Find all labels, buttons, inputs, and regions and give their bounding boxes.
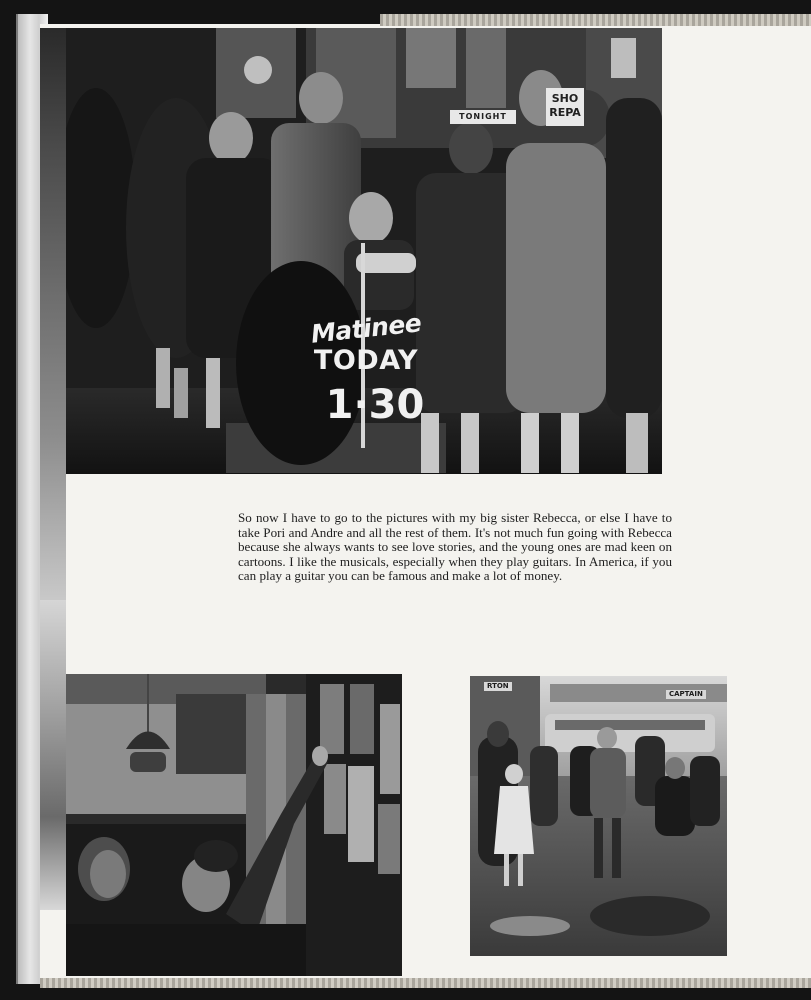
matinee-queue-photo	[66, 28, 662, 474]
facing-page-edge-lower	[40, 600, 66, 910]
street-photo	[470, 676, 727, 956]
matinee-sign-title: Matinee	[309, 308, 423, 349]
matinee-sign	[301, 286, 431, 456]
street-illustration	[470, 676, 727, 956]
shop-repair-sign: SHO REPA	[546, 88, 584, 126]
story-paragraph: So now I have to go to the pictures with my big sister Rebecca, or else I have to take Pori and Andre and all the rest of them. It's not much fun going with Rebecca because she always wants to see love stories, and the young ones are mad keen on cartoons. I like the musicals, especially when they play guitars. In America, if you can play a guitar you can be famous and make a lot of money.	[238, 510, 672, 584]
matinee-sign-time: 1·30	[325, 382, 425, 428]
matinee-sign-day: TODAY	[313, 345, 419, 376]
posters-illustration	[66, 674, 402, 976]
shop-sign-captain: CAPTAIN	[666, 690, 706, 699]
facing-page-edge	[40, 28, 66, 618]
posters-photo	[66, 674, 402, 976]
bottom-page-edge	[40, 978, 811, 988]
shop-sign-rton: RTON	[484, 682, 512, 691]
tonight-sign: TONIGHT	[450, 110, 516, 124]
top-page-edge	[380, 14, 811, 26]
